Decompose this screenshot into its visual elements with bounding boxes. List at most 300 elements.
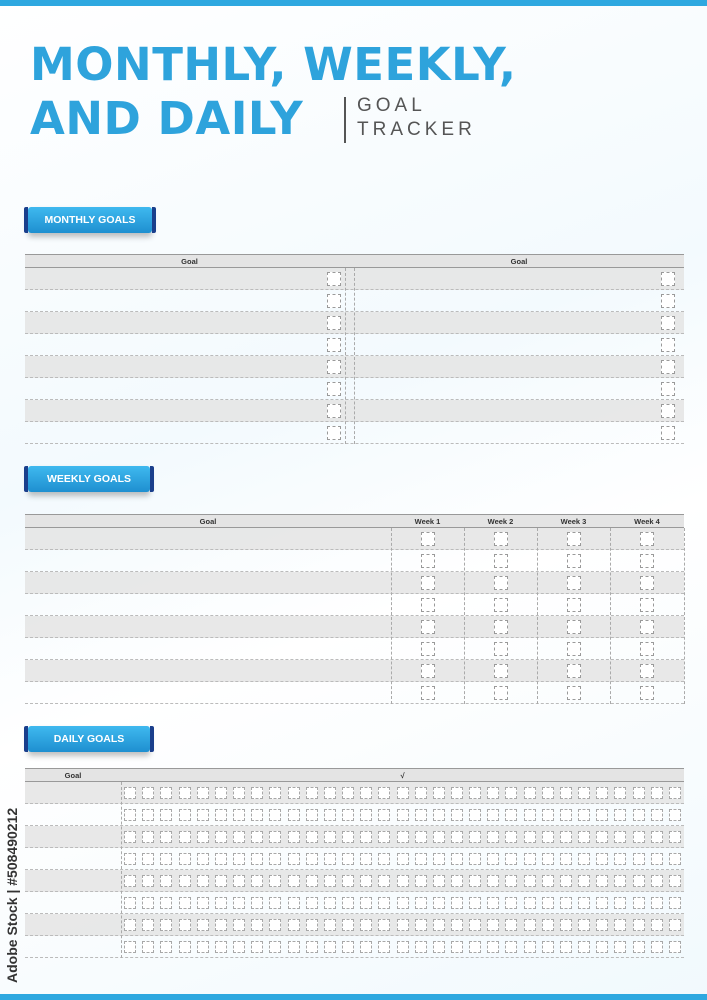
daily-checkbox[interactable] [215, 897, 227, 909]
daily-checkbox[interactable] [215, 831, 227, 843]
daily-checkbox[interactable] [215, 787, 227, 799]
monthly-checkbox[interactable] [327, 294, 341, 308]
daily-checkbox[interactable] [469, 787, 481, 799]
weekly-checkbox[interactable] [640, 642, 654, 656]
weekly-checkbox[interactable] [494, 620, 508, 634]
daily-checkbox[interactable] [451, 787, 463, 799]
daily-checkbox[interactable] [142, 809, 154, 821]
daily-checkbox[interactable] [233, 941, 245, 953]
daily-checkbox[interactable] [179, 919, 191, 931]
daily-checkbox[interactable] [669, 831, 681, 843]
daily-checkbox[interactable] [306, 853, 318, 865]
daily-checkbox[interactable] [215, 919, 227, 931]
daily-checkbox[interactable] [596, 941, 608, 953]
daily-checkbox[interactable] [124, 853, 136, 865]
daily-checkbox[interactable] [487, 831, 499, 843]
daily-checkbox[interactable] [288, 941, 300, 953]
daily-checkbox[interactable] [233, 853, 245, 865]
daily-checkbox[interactable] [487, 809, 499, 821]
daily-checkbox[interactable] [124, 809, 136, 821]
daily-checkbox[interactable] [614, 875, 626, 887]
daily-checkbox[interactable] [505, 941, 517, 953]
weekly-checkbox[interactable] [567, 642, 581, 656]
daily-checkbox[interactable] [542, 853, 554, 865]
daily-checkbox[interactable] [578, 875, 590, 887]
weekly-checkbox[interactable] [421, 554, 435, 568]
daily-checkbox[interactable] [433, 919, 445, 931]
daily-checkbox[interactable] [633, 831, 645, 843]
daily-checkbox[interactable] [306, 831, 318, 843]
daily-checkbox[interactable] [578, 919, 590, 931]
daily-checkbox[interactable] [669, 897, 681, 909]
daily-checkbox[interactable] [397, 897, 409, 909]
daily-checkbox[interactable] [524, 941, 536, 953]
daily-checkbox[interactable] [505, 897, 517, 909]
daily-checkbox[interactable] [651, 831, 663, 843]
weekly-checkbox[interactable] [640, 620, 654, 634]
daily-checkbox[interactable] [197, 897, 209, 909]
daily-checkbox[interactable] [524, 919, 536, 931]
daily-checkbox[interactable] [269, 897, 281, 909]
daily-checkbox[interactable] [451, 897, 463, 909]
daily-checkbox[interactable] [360, 897, 372, 909]
monthly-checkbox[interactable] [327, 382, 341, 396]
daily-checkbox[interactable] [578, 787, 590, 799]
monthly-goals-label: MONTHLY GOALS [28, 207, 152, 233]
daily-checkbox[interactable] [215, 853, 227, 865]
daily-checkbox[interactable] [179, 853, 191, 865]
daily-checkbox[interactable] [160, 787, 172, 799]
daily-checkbox[interactable] [633, 809, 645, 821]
daily-checkbox[interactable] [633, 941, 645, 953]
monthly-checkbox[interactable] [661, 426, 675, 440]
daily-checkbox[interactable] [160, 919, 172, 931]
daily-checkbox[interactable] [469, 897, 481, 909]
daily-checkbox[interactable] [397, 919, 409, 931]
weekly-checkbox[interactable] [421, 620, 435, 634]
daily-checkbox[interactable] [378, 787, 390, 799]
daily-checkbox[interactable] [324, 787, 336, 799]
monthly-checkbox[interactable] [661, 338, 675, 352]
daily-checkbox[interactable] [197, 787, 209, 799]
daily-checkbox[interactable] [342, 941, 354, 953]
daily-checkbox[interactable] [197, 941, 209, 953]
daily-checkbox[interactable] [560, 919, 572, 931]
daily-checkbox[interactable] [560, 941, 572, 953]
daily-checkbox[interactable] [524, 853, 536, 865]
daily-checkbox[interactable] [596, 919, 608, 931]
daily-checkbox[interactable] [469, 831, 481, 843]
daily-checkbox[interactable] [487, 941, 499, 953]
daily-checkbox[interactable] [124, 941, 136, 953]
daily-checkbox[interactable] [288, 875, 300, 887]
weekly-checkbox[interactable] [567, 664, 581, 678]
daily-checkbox[interactable] [360, 919, 372, 931]
daily-checkbox[interactable] [397, 809, 409, 821]
weekly-checkbox[interactable] [421, 664, 435, 678]
daily-checkbox[interactable] [669, 875, 681, 887]
monthly-checkbox[interactable] [661, 404, 675, 418]
daily-checkbox[interactable] [542, 787, 554, 799]
daily-checkbox[interactable] [179, 897, 191, 909]
daily-checkbox[interactable] [233, 809, 245, 821]
daily-checkbox[interactable] [505, 875, 517, 887]
weekly-checkbox[interactable] [494, 686, 508, 700]
weekly-checkbox[interactable] [640, 532, 654, 546]
daily-checkbox[interactable] [560, 897, 572, 909]
weekly-checkbox[interactable] [421, 686, 435, 700]
daily-checkbox[interactable] [524, 875, 536, 887]
weekly-checkbox[interactable] [494, 642, 508, 656]
daily-checkbox[interactable] [614, 853, 626, 865]
daily-checkbox[interactable] [378, 831, 390, 843]
daily-checkbox[interactable] [378, 875, 390, 887]
daily-checkbox[interactable] [160, 831, 172, 843]
daily-checkbox[interactable] [451, 919, 463, 931]
daily-checkbox[interactable] [360, 809, 372, 821]
daily-checkbox[interactable] [215, 875, 227, 887]
daily-checkbox[interactable] [233, 875, 245, 887]
daily-checkbox[interactable] [378, 919, 390, 931]
daily-checkbox[interactable] [360, 941, 372, 953]
monthly-checkbox[interactable] [661, 294, 675, 308]
daily-checkbox[interactable] [651, 787, 663, 799]
daily-checkbox[interactable] [397, 831, 409, 843]
daily-checkbox[interactable] [415, 875, 427, 887]
weekly-checkbox[interactable] [494, 554, 508, 568]
daily-checkbox[interactable] [433, 875, 445, 887]
monthly-checkbox[interactable] [661, 360, 675, 374]
weekly-checkbox[interactable] [421, 598, 435, 612]
daily-checkbox[interactable] [415, 809, 427, 821]
daily-checkbox[interactable] [633, 787, 645, 799]
daily-checkbox[interactable] [142, 831, 154, 843]
monthly-checkbox[interactable] [327, 272, 341, 286]
daily-checkbox[interactable] [524, 809, 536, 821]
daily-checkbox[interactable] [288, 853, 300, 865]
daily-checkbox[interactable] [360, 875, 372, 887]
daily-checkbox[interactable] [651, 809, 663, 821]
daily-checkbox[interactable] [614, 787, 626, 799]
daily-checkbox[interactable] [451, 875, 463, 887]
daily-checkbox[interactable] [596, 809, 608, 821]
weekly-checkbox[interactable] [494, 664, 508, 678]
daily-checkbox[interactable] [342, 809, 354, 821]
daily-checkbox[interactable] [306, 809, 318, 821]
daily-checkbox[interactable] [397, 941, 409, 953]
daily-checkbox[interactable] [614, 897, 626, 909]
daily-checkbox[interactable] [124, 875, 136, 887]
daily-checkbox[interactable] [433, 787, 445, 799]
daily-checkbox[interactable] [560, 809, 572, 821]
daily-checkbox[interactable] [596, 875, 608, 887]
daily-checkbox[interactable] [160, 853, 172, 865]
daily-checkbox[interactable] [342, 897, 354, 909]
monthly-checkbox[interactable] [327, 338, 341, 352]
daily-checkbox[interactable] [378, 853, 390, 865]
daily-checkbox[interactable] [651, 941, 663, 953]
weekly-checkbox[interactable] [421, 576, 435, 590]
daily-checkbox[interactable] [197, 809, 209, 821]
daily-checkbox[interactable] [342, 875, 354, 887]
daily-checkbox[interactable] [142, 919, 154, 931]
daily-checkbox[interactable] [233, 919, 245, 931]
weekly-row [25, 616, 684, 638]
daily-checkbox[interactable] [324, 897, 336, 909]
daily-checkbox[interactable] [160, 897, 172, 909]
daily-checkbox[interactable] [614, 941, 626, 953]
daily-checkbox[interactable] [306, 875, 318, 887]
daily-checkbox[interactable] [251, 897, 263, 909]
daily-checkbox[interactable] [433, 897, 445, 909]
daily-checkbox[interactable] [342, 831, 354, 843]
monthly-checkbox[interactable] [327, 360, 341, 374]
weekly-checkbox[interactable] [494, 532, 508, 546]
weekly-checkbox[interactable] [494, 598, 508, 612]
daily-checkbox[interactable] [142, 787, 154, 799]
daily-checkbox[interactable] [487, 875, 499, 887]
daily-checkbox[interactable] [487, 787, 499, 799]
daily-checkbox[interactable] [578, 941, 590, 953]
weekly-checkbox[interactable] [640, 554, 654, 568]
daily-checkbox[interactable] [451, 831, 463, 843]
daily-checkbox[interactable] [633, 897, 645, 909]
daily-checkbox[interactable] [542, 809, 554, 821]
daily-checkbox[interactable] [415, 897, 427, 909]
daily-checkbox[interactable] [505, 787, 517, 799]
daily-checkbox[interactable] [197, 919, 209, 931]
weekly-header-goal: Goal [199, 517, 217, 526]
daily-checkbox[interactable] [124, 831, 136, 843]
daily-checkbox[interactable] [651, 897, 663, 909]
daily-checkbox[interactable] [451, 941, 463, 953]
daily-checkbox[interactable] [179, 875, 191, 887]
daily-checkbox[interactable] [560, 875, 572, 887]
daily-checkbox[interactable] [324, 919, 336, 931]
daily-checkbox[interactable] [542, 919, 554, 931]
daily-checkbox[interactable] [524, 787, 536, 799]
daily-checkbox[interactable] [451, 809, 463, 821]
daily-checkbox[interactable] [324, 831, 336, 843]
daily-checkbox[interactable] [233, 897, 245, 909]
daily-checkbox[interactable] [378, 809, 390, 821]
daily-checkbox[interactable] [160, 875, 172, 887]
daily-checkbox[interactable] [124, 919, 136, 931]
daily-checkbox[interactable] [433, 853, 445, 865]
daily-checkbox[interactable] [415, 831, 427, 843]
daily-checkbox[interactable] [233, 787, 245, 799]
daily-checkbox[interactable] [179, 941, 191, 953]
daily-checkbox[interactable] [142, 853, 154, 865]
daily-checkbox[interactable] [596, 787, 608, 799]
daily-checkbox[interactable] [306, 787, 318, 799]
daily-checkbox[interactable] [306, 919, 318, 931]
monthly-checkbox[interactable] [661, 272, 675, 286]
daily-checkbox[interactable] [669, 809, 681, 821]
daily-checkbox[interactable] [269, 919, 281, 931]
daily-checkbox[interactable] [542, 831, 554, 843]
daily-checkbox[interactable] [415, 853, 427, 865]
daily-checkbox[interactable] [160, 941, 172, 953]
daily-checkbox[interactable] [651, 919, 663, 931]
daily-checkbox[interactable] [451, 853, 463, 865]
daily-checkbox[interactable] [142, 875, 154, 887]
daily-checkbox[interactable] [487, 897, 499, 909]
daily-checkbox[interactable] [469, 919, 481, 931]
daily-checkbox[interactable] [251, 787, 263, 799]
daily-checkbox[interactable] [124, 787, 136, 799]
daily-checkbox[interactable] [251, 831, 263, 843]
daily-checkbox[interactable] [324, 853, 336, 865]
daily-checkbox[interactable] [251, 875, 263, 887]
daily-checkbox[interactable] [596, 853, 608, 865]
weekly-checkbox[interactable] [640, 664, 654, 678]
daily-checkbox[interactable] [397, 853, 409, 865]
daily-checkbox[interactable] [633, 875, 645, 887]
daily-checkbox[interactable] [560, 787, 572, 799]
monthly-checkbox[interactable] [661, 382, 675, 396]
daily-checkbox[interactable] [433, 831, 445, 843]
daily-checkbox[interactable] [378, 941, 390, 953]
daily-checkbox[interactable] [306, 941, 318, 953]
daily-checkbox[interactable] [342, 787, 354, 799]
weekly-checkbox[interactable] [567, 598, 581, 612]
daily-checkbox[interactable] [651, 853, 663, 865]
daily-checkbox[interactable] [233, 831, 245, 843]
monthly-checkbox[interactable] [327, 426, 341, 440]
daily-checkbox[interactable] [306, 897, 318, 909]
monthly-checkbox[interactable] [327, 316, 341, 330]
daily-checkbox[interactable] [578, 831, 590, 843]
daily-checkbox[interactable] [251, 919, 263, 931]
daily-checkbox[interactable] [269, 941, 281, 953]
daily-checkbox[interactable] [542, 875, 554, 887]
daily-checkbox[interactable] [542, 941, 554, 953]
weekly-checkbox[interactable] [567, 532, 581, 546]
weekly-checkbox[interactable] [567, 576, 581, 590]
weekly-checkbox[interactable] [567, 554, 581, 568]
daily-checkbox[interactable] [360, 787, 372, 799]
daily-checkbox[interactable] [578, 809, 590, 821]
daily-checkbox[interactable] [614, 831, 626, 843]
daily-checkbox[interactable] [596, 831, 608, 843]
weekly-checkbox[interactable] [640, 686, 654, 700]
weekly-checkbox[interactable] [567, 620, 581, 634]
daily-checkbox[interactable] [251, 941, 263, 953]
daily-checkbox[interactable] [524, 897, 536, 909]
daily-checkbox[interactable] [288, 787, 300, 799]
daily-checkbox[interactable] [487, 853, 499, 865]
daily-checkbox[interactable] [197, 875, 209, 887]
daily-checkbox[interactable] [560, 831, 572, 843]
daily-checkbox[interactable] [505, 809, 517, 821]
monthly-checkbox[interactable] [327, 404, 341, 418]
daily-checkbox[interactable] [269, 875, 281, 887]
daily-checkbox[interactable] [469, 875, 481, 887]
daily-checkbox[interactable] [288, 897, 300, 909]
daily-checkbox[interactable] [269, 831, 281, 843]
daily-checkbox[interactable] [251, 809, 263, 821]
daily-checkbox[interactable] [124, 897, 136, 909]
daily-checkbox[interactable] [433, 941, 445, 953]
daily-checkbox[interactable] [669, 919, 681, 931]
daily-checkbox[interactable] [415, 941, 427, 953]
daily-checkbox[interactable] [397, 787, 409, 799]
daily-checkbox[interactable] [505, 853, 517, 865]
daily-checkbox[interactable] [487, 919, 499, 931]
daily-checkbox[interactable] [469, 853, 481, 865]
daily-checkbox[interactable] [505, 831, 517, 843]
weekly-checkbox[interactable] [494, 576, 508, 590]
daily-checkbox[interactable] [288, 919, 300, 931]
daily-checkbox[interactable] [669, 853, 681, 865]
daily-checkbox[interactable] [269, 853, 281, 865]
daily-checkbox[interactable] [669, 787, 681, 799]
daily-checkbox[interactable] [415, 787, 427, 799]
daily-checkbox[interactable] [269, 809, 281, 821]
monthly-checkbox[interactable] [661, 316, 675, 330]
daily-checkbox[interactable] [179, 787, 191, 799]
daily-checkbox[interactable] [324, 941, 336, 953]
daily-checkbox[interactable] [197, 831, 209, 843]
daily-checkbox[interactable] [397, 875, 409, 887]
weekly-checkbox[interactable] [421, 642, 435, 656]
daily-checkbox[interactable] [360, 853, 372, 865]
daily-checkbox[interactable] [142, 897, 154, 909]
daily-checkbox[interactable] [197, 853, 209, 865]
daily-checkbox[interactable] [160, 809, 172, 821]
weekly-row [25, 638, 684, 660]
daily-checkbox[interactable] [179, 831, 191, 843]
daily-checkbox[interactable] [288, 831, 300, 843]
daily-checkbox[interactable] [505, 919, 517, 931]
daily-checkbox[interactable] [524, 831, 536, 843]
daily-checkbox[interactable] [215, 809, 227, 821]
daily-checkbox[interactable] [360, 831, 372, 843]
daily-checkbox[interactable] [324, 809, 336, 821]
daily-checkbox[interactable] [633, 919, 645, 931]
daily-checkbox[interactable] [269, 787, 281, 799]
weekly-checkbox[interactable] [421, 532, 435, 546]
daily-checkbox[interactable] [378, 897, 390, 909]
daily-checkbox[interactable] [142, 941, 154, 953]
daily-checkbox[interactable] [560, 853, 572, 865]
daily-checkbox[interactable] [324, 875, 336, 887]
daily-checkbox[interactable] [342, 919, 354, 931]
daily-checkbox[interactable] [578, 897, 590, 909]
daily-checkbox[interactable] [469, 809, 481, 821]
daily-checkbox[interactable] [469, 941, 481, 953]
daily-checkbox[interactable] [614, 919, 626, 931]
weekly-checkbox[interactable] [567, 686, 581, 700]
daily-checkbox[interactable] [288, 809, 300, 821]
daily-checkbox[interactable] [179, 809, 191, 821]
daily-checkbox[interactable] [614, 809, 626, 821]
daily-checkbox[interactable] [342, 853, 354, 865]
daily-checkbox[interactable] [651, 875, 663, 887]
daily-checkbox[interactable] [669, 941, 681, 953]
daily-checkbox[interactable] [415, 919, 427, 931]
daily-checkbox[interactable] [433, 809, 445, 821]
daily-checkbox[interactable] [633, 853, 645, 865]
daily-checkbox[interactable] [251, 853, 263, 865]
weekly-checkbox[interactable] [640, 598, 654, 612]
weekly-checkbox[interactable] [640, 576, 654, 590]
daily-checkbox[interactable] [542, 897, 554, 909]
daily-checkbox[interactable] [596, 897, 608, 909]
daily-checkbox[interactable] [578, 853, 590, 865]
daily-checkbox[interactable] [215, 941, 227, 953]
